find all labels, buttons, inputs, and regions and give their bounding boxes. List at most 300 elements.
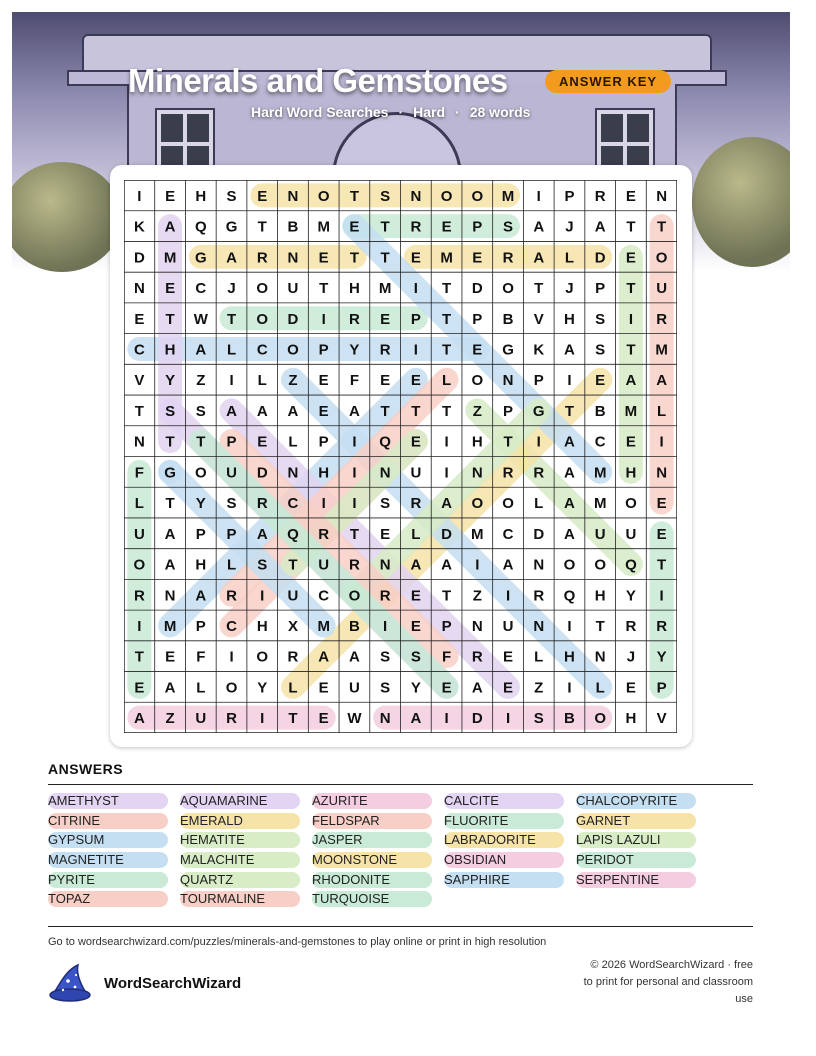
grid-letter[interactable]: E <box>134 310 145 328</box>
grid-letter[interactable]: Q <box>625 556 637 574</box>
grid-letter[interactable]: E <box>625 679 636 697</box>
grid-letter[interactable]: C <box>226 617 237 635</box>
grid-letter[interactable]: U <box>625 525 637 543</box>
grid-letter[interactable]: S <box>380 495 391 513</box>
grid-letter[interactable]: F <box>349 372 360 390</box>
grid-letter[interactable]: I <box>536 433 541 451</box>
grid-letter[interactable]: I <box>352 495 357 513</box>
grid-letter[interactable]: R <box>133 587 145 605</box>
grid-letter[interactable]: T <box>626 280 636 298</box>
grid-letter[interactable]: I <box>352 464 357 482</box>
grid-letter[interactable]: O <box>317 187 330 205</box>
grid-letter[interactable]: N <box>379 710 391 728</box>
grid-letter[interactable]: N <box>594 648 606 666</box>
grid-letter[interactable]: L <box>288 679 298 697</box>
grid-letter[interactable]: O <box>594 710 607 728</box>
grid-letter[interactable]: C <box>594 433 606 451</box>
grid-letter[interactable]: A <box>564 495 575 513</box>
grid-letter[interactable]: T <box>595 617 605 635</box>
grid-letter[interactable]: Q <box>194 218 207 236</box>
grid-letter[interactable]: V <box>134 372 145 390</box>
grid-letter[interactable]: R <box>410 218 422 236</box>
grid-letter[interactable]: T <box>288 710 298 728</box>
grid-letter[interactable]: S <box>533 710 544 728</box>
grid-letter[interactable]: I <box>383 617 388 635</box>
grid-letter[interactable]: T <box>534 280 544 298</box>
grid-letter[interactable]: E <box>625 249 636 267</box>
grid-letter[interactable]: S <box>595 341 606 359</box>
grid-letter[interactable]: T <box>165 310 175 328</box>
grid-letter[interactable]: T <box>441 341 452 359</box>
grid-letter[interactable]: D <box>133 249 145 267</box>
grid-letter[interactable]: I <box>567 372 572 390</box>
grid-letter[interactable]: C <box>287 495 299 513</box>
grid-letter[interactable]: O <box>256 310 269 328</box>
grid-letter[interactable]: Y <box>165 372 176 390</box>
grid-letter[interactable]: L <box>534 495 544 513</box>
grid-letter[interactable]: O <box>225 679 238 697</box>
footer-url-text[interactable]: Go to wordsearchwizard.com/puzzles/minerals-and-gemstones to play online or print in high resolution <box>48 936 547 948</box>
grid-letter[interactable]: V <box>656 710 667 728</box>
grid-letter[interactable]: I <box>352 433 357 451</box>
grid-letter[interactable]: A <box>441 495 453 513</box>
grid-letter[interactable]: E <box>318 402 329 420</box>
grid-letter[interactable]: Z <box>288 372 298 390</box>
grid-letter[interactable]: O <box>256 648 269 666</box>
grid-letter[interactable]: E <box>410 587 421 605</box>
grid-letter[interactable]: H <box>564 648 575 666</box>
grid-letter[interactable]: P <box>503 402 514 420</box>
grid-letter[interactable]: P <box>656 679 667 697</box>
grid-letter[interactable]: E <box>380 525 391 543</box>
grid-letter[interactable]: S <box>226 187 237 205</box>
grid-letter[interactable]: N <box>287 464 299 482</box>
grid-letter[interactable]: R <box>594 187 606 205</box>
grid-letter[interactable]: H <box>348 280 360 298</box>
grid-letter[interactable]: A <box>164 556 176 574</box>
grid-letter[interactable]: E <box>257 433 268 451</box>
grid-letter[interactable]: M <box>163 249 177 267</box>
grid-letter[interactable]: S <box>410 648 421 666</box>
grid-letter[interactable]: T <box>564 402 575 420</box>
grid-letter[interactable]: L <box>411 525 421 543</box>
grid-letter[interactable]: L <box>657 402 667 420</box>
grid-letter[interactable]: I <box>229 648 234 666</box>
grid-letter[interactable]: P <box>441 617 452 635</box>
grid-letter[interactable]: P <box>595 280 606 298</box>
grid-letter[interactable]: E <box>165 648 176 666</box>
grid-letter[interactable]: Q <box>379 433 391 451</box>
grid-letter[interactable]: E <box>318 249 329 267</box>
grid-letter[interactable]: P <box>318 341 329 359</box>
grid-letter[interactable]: H <box>471 433 483 451</box>
grid-letter[interactable]: I <box>137 187 142 205</box>
grid-letter[interactable]: Z <box>472 587 482 605</box>
grid-letter[interactable]: R <box>287 648 299 666</box>
grid-letter[interactable]: T <box>441 310 452 328</box>
grid-letter[interactable]: T <box>349 525 360 543</box>
grid-letter[interactable]: A <box>625 372 637 390</box>
grid-letter[interactable]: P <box>318 433 329 451</box>
grid-letter[interactable]: B <box>348 617 360 635</box>
grid-letter[interactable]: C <box>133 341 145 359</box>
grid-letter[interactable]: O <box>502 280 514 298</box>
grid-letter[interactable]: T <box>319 280 329 298</box>
grid-letter[interactable]: O <box>348 587 361 605</box>
grid-letter[interactable]: M <box>163 617 177 635</box>
grid-letter[interactable]: M <box>593 495 607 513</box>
grid-letter[interactable]: Y <box>349 341 360 359</box>
grid-letter[interactable]: E <box>318 372 329 390</box>
grid-letter[interactable]: T <box>380 402 390 420</box>
grid-letter[interactable]: E <box>318 710 329 728</box>
grid-letter[interactable]: F <box>196 648 206 666</box>
grid-letter[interactable]: H <box>195 187 207 205</box>
grid-letter[interactable]: S <box>226 495 237 513</box>
grid-letter[interactable]: O <box>471 372 484 390</box>
grid-letter[interactable]: N <box>533 617 545 635</box>
grid-letter[interactable]: O <box>287 341 299 359</box>
grid-letter[interactable]: P <box>410 310 421 328</box>
grid-letter[interactable]: T <box>288 556 298 574</box>
grid-letter[interactable]: P <box>226 433 237 451</box>
grid-letter[interactable]: M <box>440 249 453 267</box>
grid-letter[interactable]: S <box>503 218 514 236</box>
grid-letter[interactable]: H <box>564 310 575 328</box>
grid-letter[interactable]: A <box>226 402 237 420</box>
grid-letter[interactable]: I <box>659 433 664 451</box>
grid-letter[interactable]: T <box>196 433 206 451</box>
grid-letter[interactable]: Y <box>410 679 421 697</box>
grid-letter[interactable]: D <box>533 525 545 543</box>
grid-letter[interactable]: T <box>380 249 390 267</box>
grid-letter[interactable]: R <box>256 495 268 513</box>
word-search-grid[interactable] <box>124 180 677 733</box>
grid-letter[interactable]: N <box>133 280 145 298</box>
grid-letter[interactable]: E <box>625 187 636 205</box>
grid-letter[interactable]: R <box>348 310 360 328</box>
grid-letter[interactable]: C <box>256 341 268 359</box>
grid-letter[interactable]: H <box>318 464 330 482</box>
grid-letter[interactable]: A <box>533 218 545 236</box>
grid-letter[interactable]: E <box>134 679 145 697</box>
grid-letter[interactable]: E <box>410 433 421 451</box>
grid-letter[interactable]: Z <box>472 402 482 420</box>
grid-letter[interactable]: O <box>440 187 453 205</box>
grid-letter[interactable]: E <box>410 617 421 635</box>
grid-letter[interactable]: H <box>625 710 637 728</box>
grid-letter[interactable]: A <box>441 556 453 574</box>
grid-letter[interactable]: A <box>410 710 422 728</box>
grid-letter[interactable]: T <box>380 218 390 236</box>
grid-letter[interactable]: U <box>133 525 145 543</box>
grid-letter[interactable]: E <box>656 495 667 513</box>
grid-letter[interactable]: N <box>656 187 668 205</box>
grid-letter[interactable]: O <box>655 249 668 267</box>
grid-letter[interactable]: U <box>287 280 299 298</box>
grid-letter[interactable]: P <box>472 218 483 236</box>
grid-letter[interactable]: N <box>471 617 483 635</box>
grid-letter[interactable]: H <box>164 341 176 359</box>
grid-letter[interactable]: R <box>226 710 237 728</box>
grid-letter[interactable]: N <box>410 187 422 205</box>
grid-letter[interactable]: E <box>380 310 391 328</box>
grid-letter[interactable]: R <box>379 587 391 605</box>
grid-letter[interactable]: C <box>318 587 330 605</box>
grid-letter[interactable]: E <box>380 372 391 390</box>
grid-letter[interactable]: M <box>655 341 668 359</box>
grid-letter[interactable]: B <box>594 402 606 420</box>
grid-letter[interactable]: T <box>349 249 360 267</box>
grid-letter[interactable]: Z <box>165 710 175 728</box>
grid-letter[interactable]: E <box>318 679 329 697</box>
grid-letter[interactable]: A <box>133 710 145 728</box>
grid-letter[interactable]: T <box>349 187 360 205</box>
grid-letter[interactable]: S <box>380 648 391 666</box>
grid-letter[interactable]: A <box>195 587 207 605</box>
grid-letter[interactable]: J <box>227 280 236 298</box>
grid-letter[interactable]: K <box>133 218 145 236</box>
grid-letter[interactable]: X <box>287 617 298 635</box>
grid-letter[interactable]: U <box>594 525 606 543</box>
grid-letter[interactable]: F <box>441 648 452 666</box>
grid-letter[interactable]: T <box>626 218 636 236</box>
grid-letter[interactable]: Y <box>257 679 268 697</box>
grid-letter[interactable]: M <box>317 617 330 635</box>
grid-letter[interactable]: T <box>165 495 175 513</box>
grid-letter[interactable]: Z <box>534 679 544 697</box>
grid-letter[interactable]: T <box>134 402 144 420</box>
grid-letter[interactable]: I <box>567 617 572 635</box>
grid-letter[interactable]: U <box>318 556 330 574</box>
grid-letter[interactable]: I <box>659 587 664 605</box>
grid-letter[interactable]: E <box>472 249 483 267</box>
grid-letter[interactable]: K <box>533 341 545 359</box>
grid-letter[interactable]: B <box>564 710 575 728</box>
grid-letter[interactable]: T <box>165 433 175 451</box>
grid-letter[interactable]: E <box>410 372 421 390</box>
grid-letter[interactable]: N <box>502 372 514 390</box>
grid-letter[interactable]: S <box>380 679 391 697</box>
grid-letter[interactable]: R <box>625 617 637 635</box>
grid-letter[interactable]: R <box>656 310 668 328</box>
grid-letter[interactable]: R <box>410 495 422 513</box>
grid-letter[interactable]: I <box>505 587 511 605</box>
grid-letter[interactable]: L <box>134 495 144 513</box>
grid-letter[interactable]: D <box>471 280 483 298</box>
grid-letter[interactable]: E <box>441 679 452 697</box>
grid-letter[interactable]: L <box>257 372 267 390</box>
grid-letter[interactable]: E <box>503 679 514 697</box>
grid-letter[interactable]: A <box>287 402 299 420</box>
grid-letter[interactable]: H <box>625 464 637 482</box>
grid-letter[interactable]: A <box>348 648 360 666</box>
grid-letter[interactable]: R <box>533 587 545 605</box>
grid-letter[interactable]: T <box>441 587 452 605</box>
grid-letter[interactable]: E <box>257 187 268 205</box>
grid-letter[interactable]: I <box>628 310 634 328</box>
grid-letter[interactable]: E <box>349 218 360 236</box>
grid-letter[interactable]: I <box>475 556 480 574</box>
grid-letter[interactable]: O <box>471 495 484 513</box>
grid-letter[interactable]: L <box>441 372 452 390</box>
grid-letter[interactable]: I <box>444 464 449 482</box>
grid-letter[interactable]: E <box>595 372 606 390</box>
grid-letter[interactable]: Q <box>563 587 576 605</box>
grid-letter[interactable]: N <box>287 249 299 267</box>
grid-letter[interactable]: L <box>226 556 237 574</box>
grid-letter[interactable]: R <box>656 617 668 635</box>
grid-letter[interactable]: O <box>563 556 576 574</box>
grid-letter[interactable]: G <box>225 218 238 236</box>
grid-letter[interactable]: U <box>410 464 422 482</box>
grid-letter[interactable]: G <box>502 341 514 359</box>
grid-letter[interactable]: T <box>441 402 452 420</box>
grid-letter[interactable]: I <box>444 433 449 451</box>
grid-letter[interactable]: O <box>256 280 269 298</box>
grid-letter[interactable]: E <box>410 249 421 267</box>
grid-letter[interactable]: G <box>164 464 176 482</box>
grid-letter[interactable]: B <box>287 218 299 236</box>
grid-letter[interactable]: P <box>472 310 483 328</box>
grid-letter[interactable]: T <box>626 341 636 359</box>
grid-letter[interactable]: P <box>564 187 575 205</box>
grid-letter[interactable]: N <box>656 464 668 482</box>
grid-letter[interactable]: R <box>502 464 514 482</box>
grid-letter[interactable]: S <box>595 310 606 328</box>
grid-letter[interactable]: I <box>413 341 418 359</box>
grid-letter[interactable]: A <box>564 464 575 482</box>
grid-letter[interactable]: A <box>195 341 207 359</box>
grid-letter[interactable]: A <box>318 648 330 666</box>
grid-letter[interactable]: A <box>533 249 545 267</box>
grid-letter[interactable]: M <box>317 218 330 236</box>
grid-letter[interactable]: F <box>134 464 144 482</box>
grid-letter[interactable]: M <box>501 187 515 205</box>
grid-letter[interactable]: M <box>378 280 392 298</box>
grid-letter[interactable]: O <box>471 187 484 205</box>
grid-letter[interactable]: U <box>502 617 514 635</box>
grid-letter[interactable]: L <box>595 679 605 697</box>
grid-letter[interactable]: L <box>226 341 237 359</box>
grid-letter[interactable]: I <box>536 187 541 205</box>
grid-letter[interactable]: W <box>193 310 208 328</box>
grid-letter[interactable]: P <box>195 617 206 635</box>
grid-letter[interactable]: E <box>441 218 452 236</box>
grid-letter[interactable]: P <box>533 372 544 390</box>
category-link[interactable]: Hard Word Searches <box>251 104 389 120</box>
grid-letter[interactable]: M <box>624 402 638 420</box>
grid-letter[interactable]: D <box>287 310 299 328</box>
grid-letter[interactable]: T <box>657 556 667 574</box>
grid-letter[interactable]: A <box>471 679 483 697</box>
grid-letter[interactable]: D <box>471 710 483 728</box>
grid-letter[interactable]: T <box>134 648 144 666</box>
grid-letter[interactable]: Z <box>196 372 206 390</box>
grid-letter[interactable]: Y <box>656 648 667 666</box>
grid-letter[interactable]: H <box>594 587 606 605</box>
grid-letter[interactable]: H <box>256 617 268 635</box>
grid-letter[interactable]: U <box>348 679 360 697</box>
grid-letter[interactable]: T <box>226 310 237 328</box>
grid-letter[interactable]: T <box>503 433 513 451</box>
grid-letter[interactable]: E <box>656 525 667 543</box>
grid-letter[interactable]: R <box>318 525 330 543</box>
grid-letter[interactable]: P <box>195 525 206 543</box>
grid-letter[interactable]: I <box>229 372 234 390</box>
grid-letter[interactable]: N <box>471 464 483 482</box>
grid-letter[interactable]: I <box>321 495 326 513</box>
grid-letter[interactable]: Y <box>195 495 206 513</box>
grid-letter[interactable]: O <box>594 556 607 574</box>
grid-letter[interactable]: O <box>502 495 514 513</box>
grid-letter[interactable]: S <box>165 402 176 420</box>
grid-letter[interactable]: R <box>379 341 391 359</box>
brand[interactable] <box>48 963 241 1003</box>
grid-letter[interactable]: O <box>194 464 207 482</box>
grid-letter[interactable]: T <box>441 280 452 298</box>
grid-letter[interactable]: A <box>502 556 514 574</box>
grid-letter[interactable]: A <box>656 372 668 390</box>
grid-letter[interactable]: T <box>257 218 267 236</box>
grid-letter[interactable]: R <box>471 648 483 666</box>
grid-letter[interactable]: N <box>379 464 391 482</box>
grid-letter[interactable]: L <box>564 249 575 267</box>
grid-letter[interactable]: P <box>226 525 237 543</box>
grid-letter[interactable]: A <box>164 679 176 697</box>
grid-letter[interactable]: B <box>502 310 514 328</box>
grid-letter[interactable]: A <box>164 525 176 543</box>
grid-letter[interactable]: I <box>413 280 418 298</box>
grid-letter[interactable]: C <box>195 280 207 298</box>
grid-letter[interactable]: N <box>533 556 545 574</box>
grid-letter[interactable]: T <box>411 402 421 420</box>
grid-letter[interactable]: A <box>564 341 575 359</box>
grid-letter[interactable]: H <box>195 556 207 574</box>
grid-letter[interactable]: D <box>441 525 453 543</box>
grid-letter[interactable]: S <box>195 402 206 420</box>
grid-letter[interactable]: I <box>321 310 326 328</box>
grid-letter[interactable]: A <box>594 218 606 236</box>
grid-letter[interactable]: U <box>656 280 668 298</box>
grid-letter[interactable]: A <box>164 218 176 236</box>
grid-letter[interactable]: L <box>196 679 206 697</box>
grid-letter[interactable]: O <box>133 556 146 574</box>
grid-letter[interactable]: G <box>532 402 545 420</box>
grid-letter[interactable]: A <box>348 402 360 420</box>
grid-letter[interactable]: N <box>164 587 176 605</box>
grid-letter[interactable]: N <box>133 433 145 451</box>
grid-letter[interactable]: O <box>625 495 637 513</box>
grid-letter[interactable]: D <box>594 249 606 267</box>
grid-letter[interactable]: J <box>626 648 636 666</box>
grid-letter[interactable]: Q <box>287 525 299 543</box>
grid-letter[interactable]: L <box>288 433 298 451</box>
grid-letter[interactable]: Y <box>625 587 636 605</box>
grid-letter[interactable]: I <box>137 617 142 635</box>
grid-letter[interactable]: R <box>502 249 514 267</box>
grid-letter[interactable]: J <box>565 218 574 236</box>
grid-letter[interactable]: I <box>505 710 511 728</box>
grid-letter[interactable]: E <box>165 187 176 205</box>
grid-letter[interactable]: D <box>256 464 268 482</box>
grid-letter[interactable]: S <box>380 187 391 205</box>
grid-letter[interactable]: A <box>256 525 268 543</box>
grid-letter[interactable]: A <box>256 402 268 420</box>
grid-letter[interactable]: R <box>256 249 268 267</box>
grid-letter[interactable]: V <box>533 310 544 328</box>
grid-letter[interactable]: I <box>260 710 265 728</box>
